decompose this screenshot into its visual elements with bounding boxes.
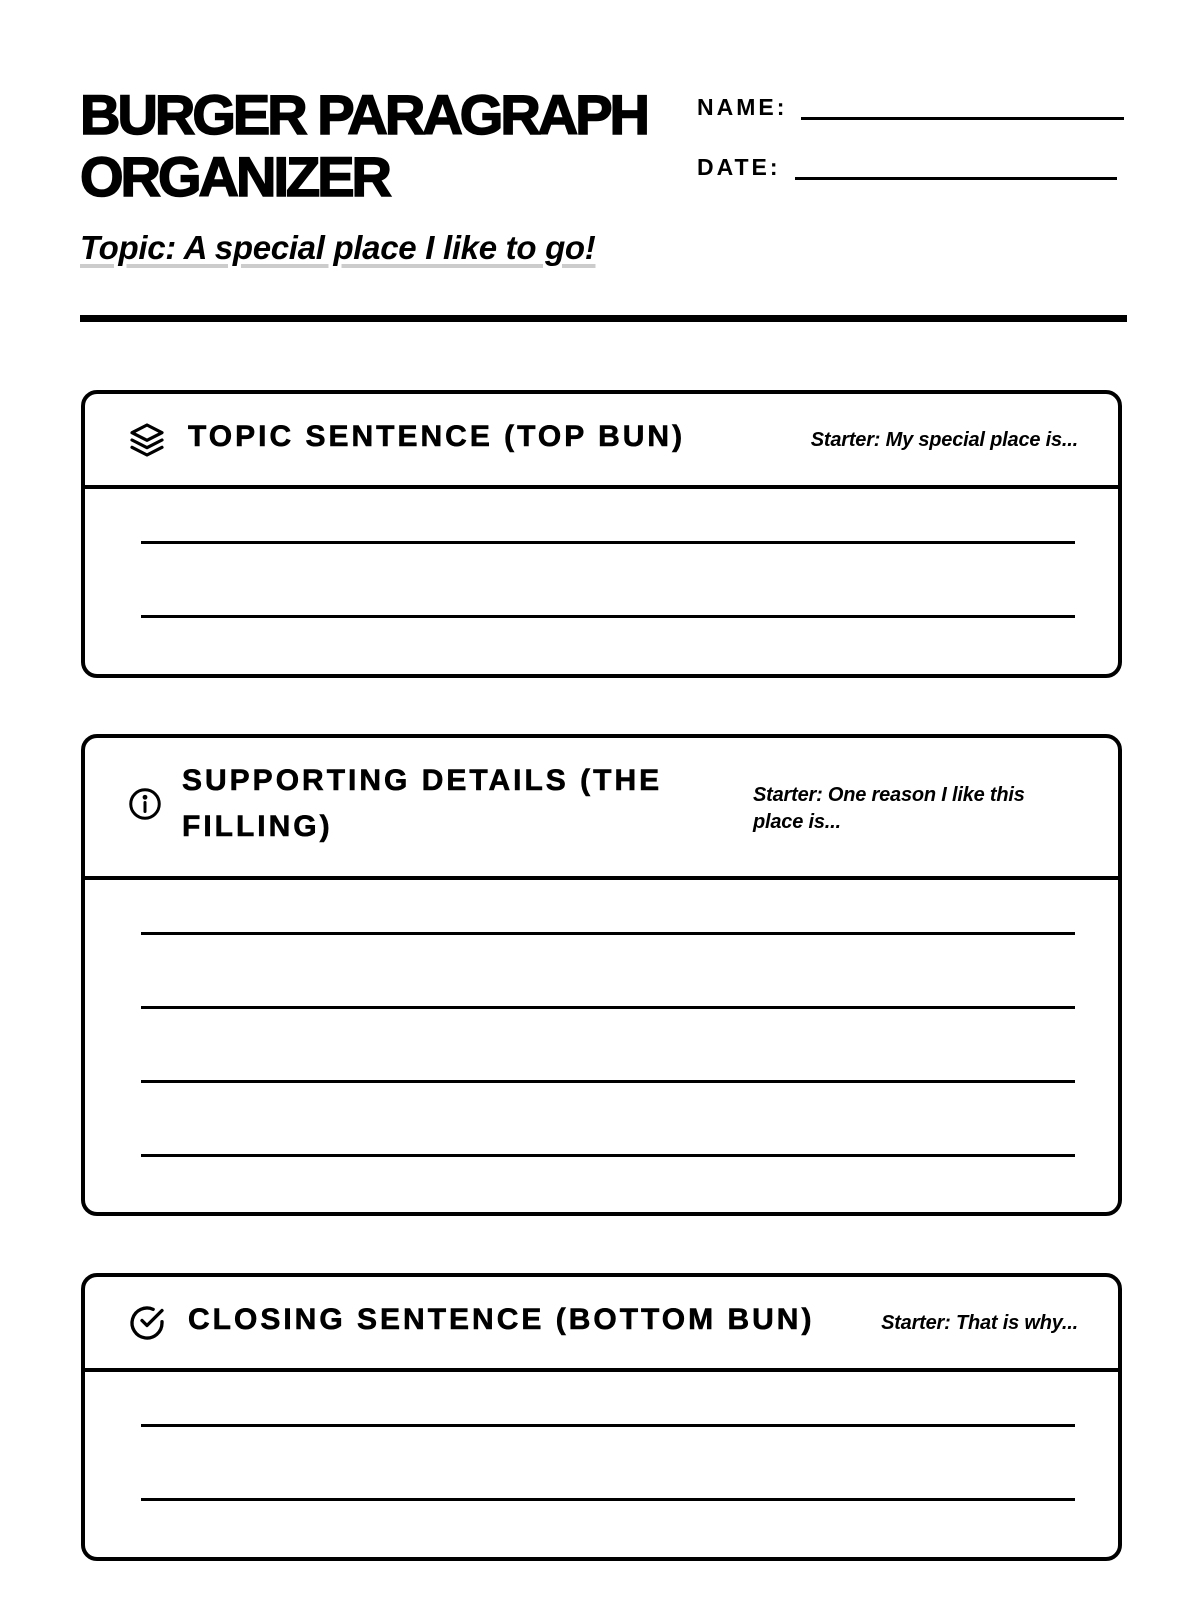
topic-prompt: Topic: A special place I like to go! bbox=[80, 229, 596, 266]
section-starter: Starter: One reason I like this place is... bbox=[753, 784, 1025, 833]
date-field bbox=[697, 152, 1117, 182]
header-divider bbox=[80, 315, 1127, 322]
title-line-1: BURGER PARAGRAPH bbox=[80, 83, 647, 146]
writing-line[interactable] bbox=[141, 1154, 1075, 1157]
section-header bbox=[85, 1277, 1118, 1372]
check-circle-icon bbox=[127, 1303, 167, 1343]
section-title: SUPPORTING DETAILS (THE FILLING) bbox=[182, 764, 663, 843]
title-line-2: ORGANIZER bbox=[80, 145, 389, 208]
page-title bbox=[80, 84, 680, 208]
writing-line[interactable] bbox=[141, 1498, 1075, 1501]
topic-sentence-section bbox=[81, 390, 1122, 678]
writing-line[interactable] bbox=[141, 1424, 1075, 1427]
section-header bbox=[85, 394, 1118, 489]
section-starter: Starter: My special place is... bbox=[810, 429, 1078, 451]
name-write-line[interactable] bbox=[801, 117, 1124, 120]
name-field bbox=[697, 92, 1124, 122]
layers-icon bbox=[127, 420, 167, 460]
writing-line[interactable] bbox=[141, 932, 1075, 935]
writing-line[interactable] bbox=[141, 1080, 1075, 1083]
writing-line[interactable] bbox=[141, 541, 1075, 544]
section-starter: Starter: That is why... bbox=[881, 1312, 1078, 1334]
closing-sentence-section bbox=[81, 1273, 1122, 1561]
date-label: DATE: bbox=[697, 154, 781, 180]
section-title: CLOSING SENTENCE (BOTTOM BUN) bbox=[188, 1303, 815, 1336]
info-icon bbox=[127, 786, 163, 822]
writing-line[interactable] bbox=[141, 615, 1075, 618]
name-label: NAME: bbox=[697, 94, 788, 120]
section-header bbox=[85, 738, 1118, 880]
section-title: TOPIC SENTENCE (TOP BUN) bbox=[188, 420, 686, 453]
supporting-details-section bbox=[81, 734, 1122, 1216]
date-write-line[interactable] bbox=[795, 177, 1117, 180]
writing-line[interactable] bbox=[141, 1006, 1075, 1009]
